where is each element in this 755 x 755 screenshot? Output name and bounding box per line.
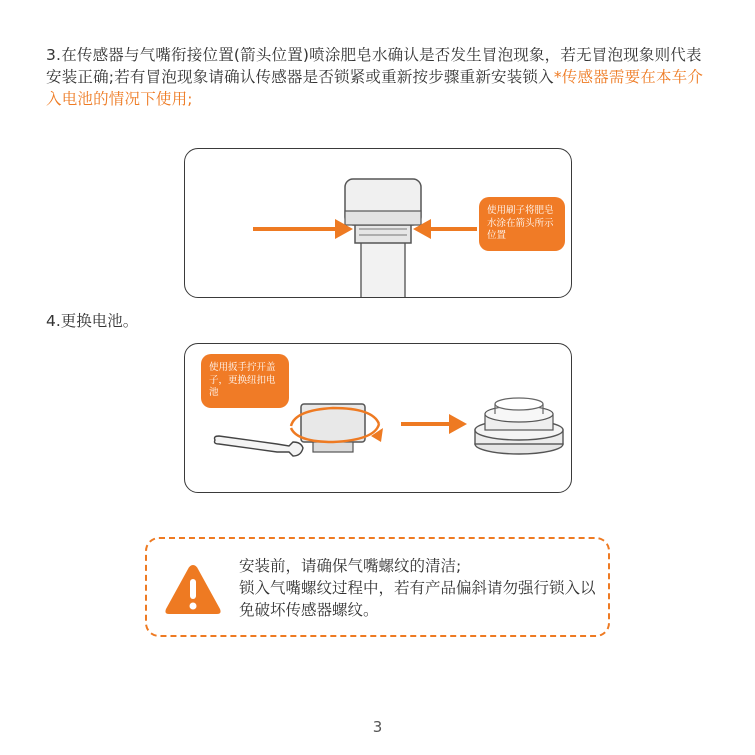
step4-title: 4.更换电池。 (46, 312, 139, 330)
warning-line1: 安装前，请确保气嘴螺纹的清洁; (239, 557, 462, 575)
step4-callout: 使用扳手拧开盖子，更换纽扣电池 (201, 354, 289, 408)
step3-instruction (46, 44, 706, 110)
warning-line2: 锁入气嘴螺纹过程中，若有产品偏斜请勿强行锁入以免破坏传感器螺纹。 (239, 579, 596, 619)
warning-triangle-icon (163, 561, 223, 617)
warning-text (239, 555, 609, 621)
step3-text: 3.在传感器与气嘴衔接位置(箭头位置)喷涂肥皂水确认是否发生冒泡现象，若无冒泡现象则代表安装正确;若有冒泡现象请确认传感器是否锁紧或重新按步骤重新安装锁入 (46, 46, 702, 86)
opened-cap-icon (475, 398, 563, 454)
page-number: 3 (372, 718, 383, 736)
wrench-icon (215, 436, 304, 456)
valve-nut (355, 223, 411, 243)
valve-stem (361, 241, 405, 297)
battery-replacement-illustration (184, 343, 572, 493)
warning-box (145, 537, 610, 637)
step3-note: *传感器需要在本车介入电池的情况下使用; (46, 68, 704, 108)
step3-callout: 使用刷子将肥皂水涂在箭头所示位置 (479, 197, 565, 251)
sensor-soap-illustration (184, 148, 572, 298)
